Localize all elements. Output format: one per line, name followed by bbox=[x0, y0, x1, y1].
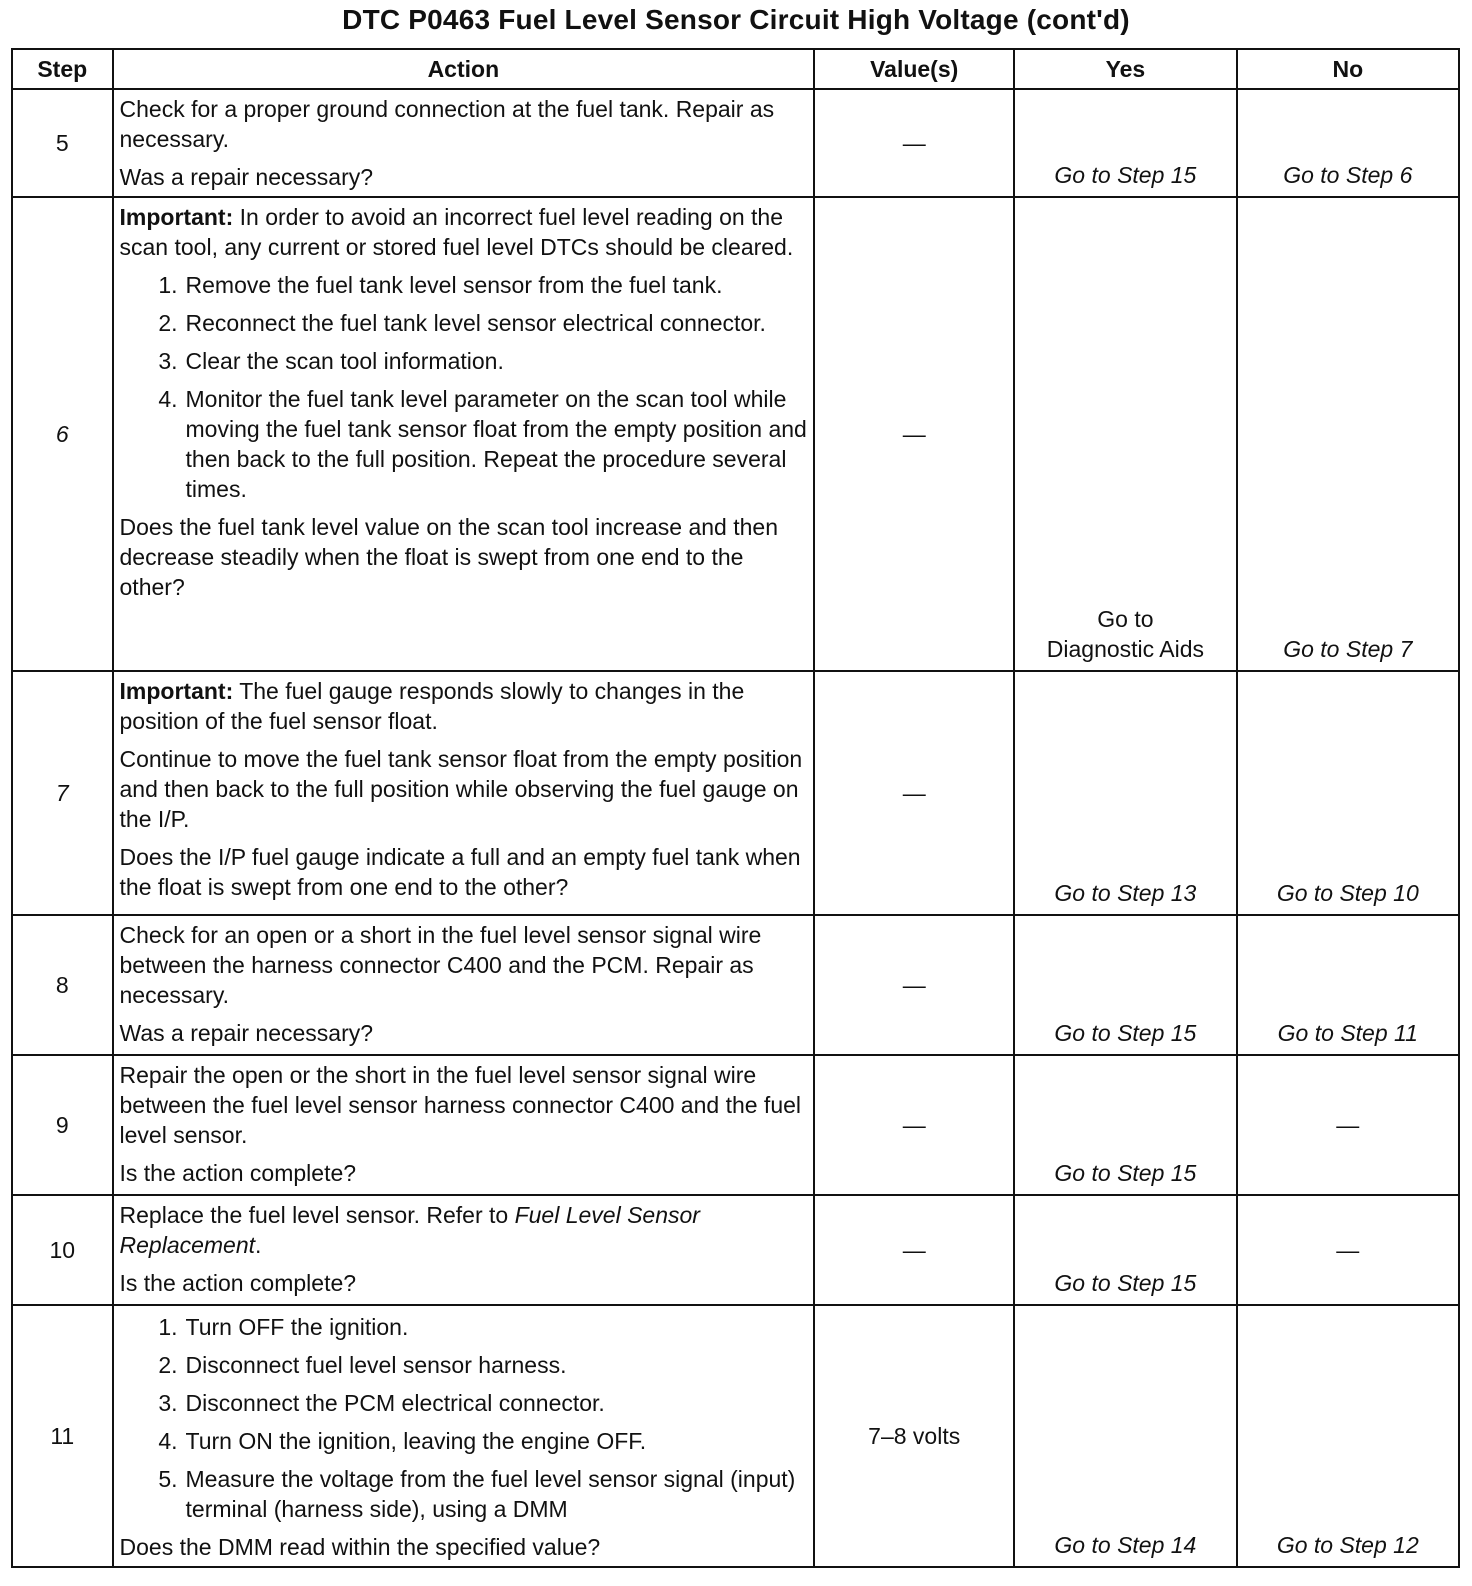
action-cell bbox=[113, 671, 815, 915]
table-row-step-8 bbox=[12, 915, 1459, 1055]
yes-cell: Go to Step 15 bbox=[1014, 89, 1236, 197]
table-row-step-5 bbox=[12, 89, 1459, 197]
table-row-step-9 bbox=[12, 1055, 1459, 1195]
yes-cell: Go to Step 15 bbox=[1014, 915, 1236, 1055]
action-text: Continue to move the fuel tank sensor float from the empty position and then back to the full position while observing the fuel gauge on the I/P. bbox=[119, 746, 803, 832]
action-cell bbox=[113, 89, 815, 197]
table-row-step-6 bbox=[12, 197, 1459, 671]
dtc-table bbox=[11, 48, 1460, 1568]
value-cell: — bbox=[814, 1195, 1014, 1305]
header-yes: Yes bbox=[1014, 49, 1236, 89]
header-action: Action bbox=[113, 49, 815, 89]
action-question: Was a repair necessary? bbox=[119, 1020, 374, 1046]
page-title: DTC P0463 Fuel Level Sensor Circuit High Voltage (cont'd) bbox=[342, 4, 1130, 35]
action-question: Is the action complete? bbox=[119, 1160, 357, 1186]
action-cell bbox=[113, 197, 815, 671]
action-cell bbox=[113, 1305, 815, 1567]
action-cell bbox=[113, 915, 815, 1055]
action-question: Does the I/P fuel gauge indicate a full and an empty fuel tank when the float is swept from one end to the other? bbox=[119, 844, 801, 900]
procedure-list bbox=[120, 270, 808, 504]
value-cell: — bbox=[814, 89, 1014, 197]
header-step: Step bbox=[12, 49, 113, 89]
important-note bbox=[120, 676, 808, 736]
value-cell: — bbox=[814, 915, 1014, 1055]
list-item: 5. Measure the voltage from the fuel level sensor signal (input) terminal (harness side), using a DMM bbox=[158, 1466, 796, 1522]
list-item: 1. Turn OFF the ignition. bbox=[158, 1314, 409, 1340]
action-text: Check for a proper ground connection at the fuel tank. Repair as necessary. bbox=[119, 96, 775, 152]
step-number: 6 bbox=[12, 197, 113, 671]
manual-reference: Fuel Level Sensor Replacement bbox=[119, 1202, 700, 1258]
value-cell: 7–8 volts bbox=[814, 1305, 1014, 1567]
yes-line-2: Diagnostic Aids bbox=[1046, 636, 1205, 662]
no-cell: — bbox=[1237, 1195, 1459, 1305]
important-label: Important: bbox=[119, 204, 234, 230]
action-question: Does the fuel tank level value on the scan tool increase and then decrease steadily when the float is swept from one end to the other? bbox=[119, 514, 779, 600]
yes-cell: Go to Step 15 bbox=[1014, 1195, 1236, 1305]
no-cell: Go to Step 12 bbox=[1237, 1305, 1459, 1567]
header-values: Value(s) bbox=[814, 49, 1014, 89]
header-no: No bbox=[1237, 49, 1459, 89]
action-text: Replace the fuel level sensor. Refer to Fuel Level Sensor Replacement. bbox=[119, 1202, 700, 1258]
table-row-step-11 bbox=[12, 1305, 1459, 1567]
step-number: 7 bbox=[12, 671, 113, 915]
yes-line-1: Go to bbox=[1097, 606, 1154, 632]
action-question: Does the DMM read within the specified value? bbox=[119, 1534, 601, 1560]
table-row-step-10 bbox=[12, 1195, 1459, 1305]
no-cell: Go to Step 10 bbox=[1237, 671, 1459, 915]
action-question: Was a repair necessary? bbox=[119, 164, 374, 190]
no-cell: Go to Step 7 bbox=[1237, 197, 1459, 671]
important-label: Important: bbox=[119, 678, 234, 704]
important-note bbox=[120, 202, 808, 262]
value-cell: — bbox=[814, 197, 1014, 671]
step-number: 10 bbox=[12, 1195, 113, 1305]
yes-cell: Go to Step 13 bbox=[1014, 671, 1236, 915]
list-item: 1. Remove the fuel tank level sensor from the fuel tank. bbox=[158, 272, 723, 298]
yes-cell: Go to Step 14 bbox=[1014, 1305, 1236, 1567]
list-item: 3. Disconnect the PCM electrical connector. bbox=[158, 1390, 605, 1416]
step-number: 5 bbox=[12, 89, 113, 197]
procedure-list bbox=[120, 1312, 808, 1524]
header-row bbox=[12, 49, 1459, 89]
action-text: Check for an open or a short in the fuel level sensor signal wire between the harness connector C400 and the PCM. Repair as necessary. bbox=[119, 922, 762, 1008]
step-number: 11 bbox=[12, 1305, 113, 1567]
no-cell: Go to Step 6 bbox=[1237, 89, 1459, 197]
list-item: 2. Reconnect the fuel tank level sensor electrical connector. bbox=[158, 310, 766, 336]
important-text: The fuel gauge responds slowly to changes in the position of the fuel sensor float. bbox=[119, 678, 745, 734]
value-cell: — bbox=[814, 1055, 1014, 1195]
action-cell bbox=[113, 1195, 815, 1305]
action-question: Is the action complete? bbox=[119, 1270, 357, 1296]
table-row-step-7 bbox=[12, 671, 1459, 915]
action-cell bbox=[113, 1055, 815, 1195]
no-cell: Go to Step 11 bbox=[1237, 915, 1459, 1055]
list-item: 3. Clear the scan tool information. bbox=[158, 348, 504, 374]
yes-cell: Go to Step 15 bbox=[1014, 1055, 1236, 1195]
list-item: 4. Turn ON the ignition, leaving the engine OFF. bbox=[158, 1428, 647, 1454]
list-item: 4. Monitor the fuel tank level parameter on the scan tool while moving the fuel tank sensor float from the empty position and then back to the full position. Repeat the procedure several times. bbox=[158, 386, 807, 502]
list-item: 2. Disconnect fuel level sensor harness. bbox=[158, 1352, 567, 1378]
no-cell: — bbox=[1237, 1055, 1459, 1195]
action-text: Repair the open or the short in the fuel level sensor signal wire between the fuel level sensor harness connector C400 and the fuel level sensor. bbox=[119, 1062, 802, 1148]
value-cell: — bbox=[814, 671, 1014, 915]
step-number: 8 bbox=[12, 915, 113, 1055]
important-text: In order to avoid an incorrect fuel level reading on the scan tool, any current or stored fuel level DTCs should be cleared. bbox=[119, 204, 794, 260]
yes-cell bbox=[1014, 197, 1236, 671]
step-number: 9 bbox=[12, 1055, 113, 1195]
